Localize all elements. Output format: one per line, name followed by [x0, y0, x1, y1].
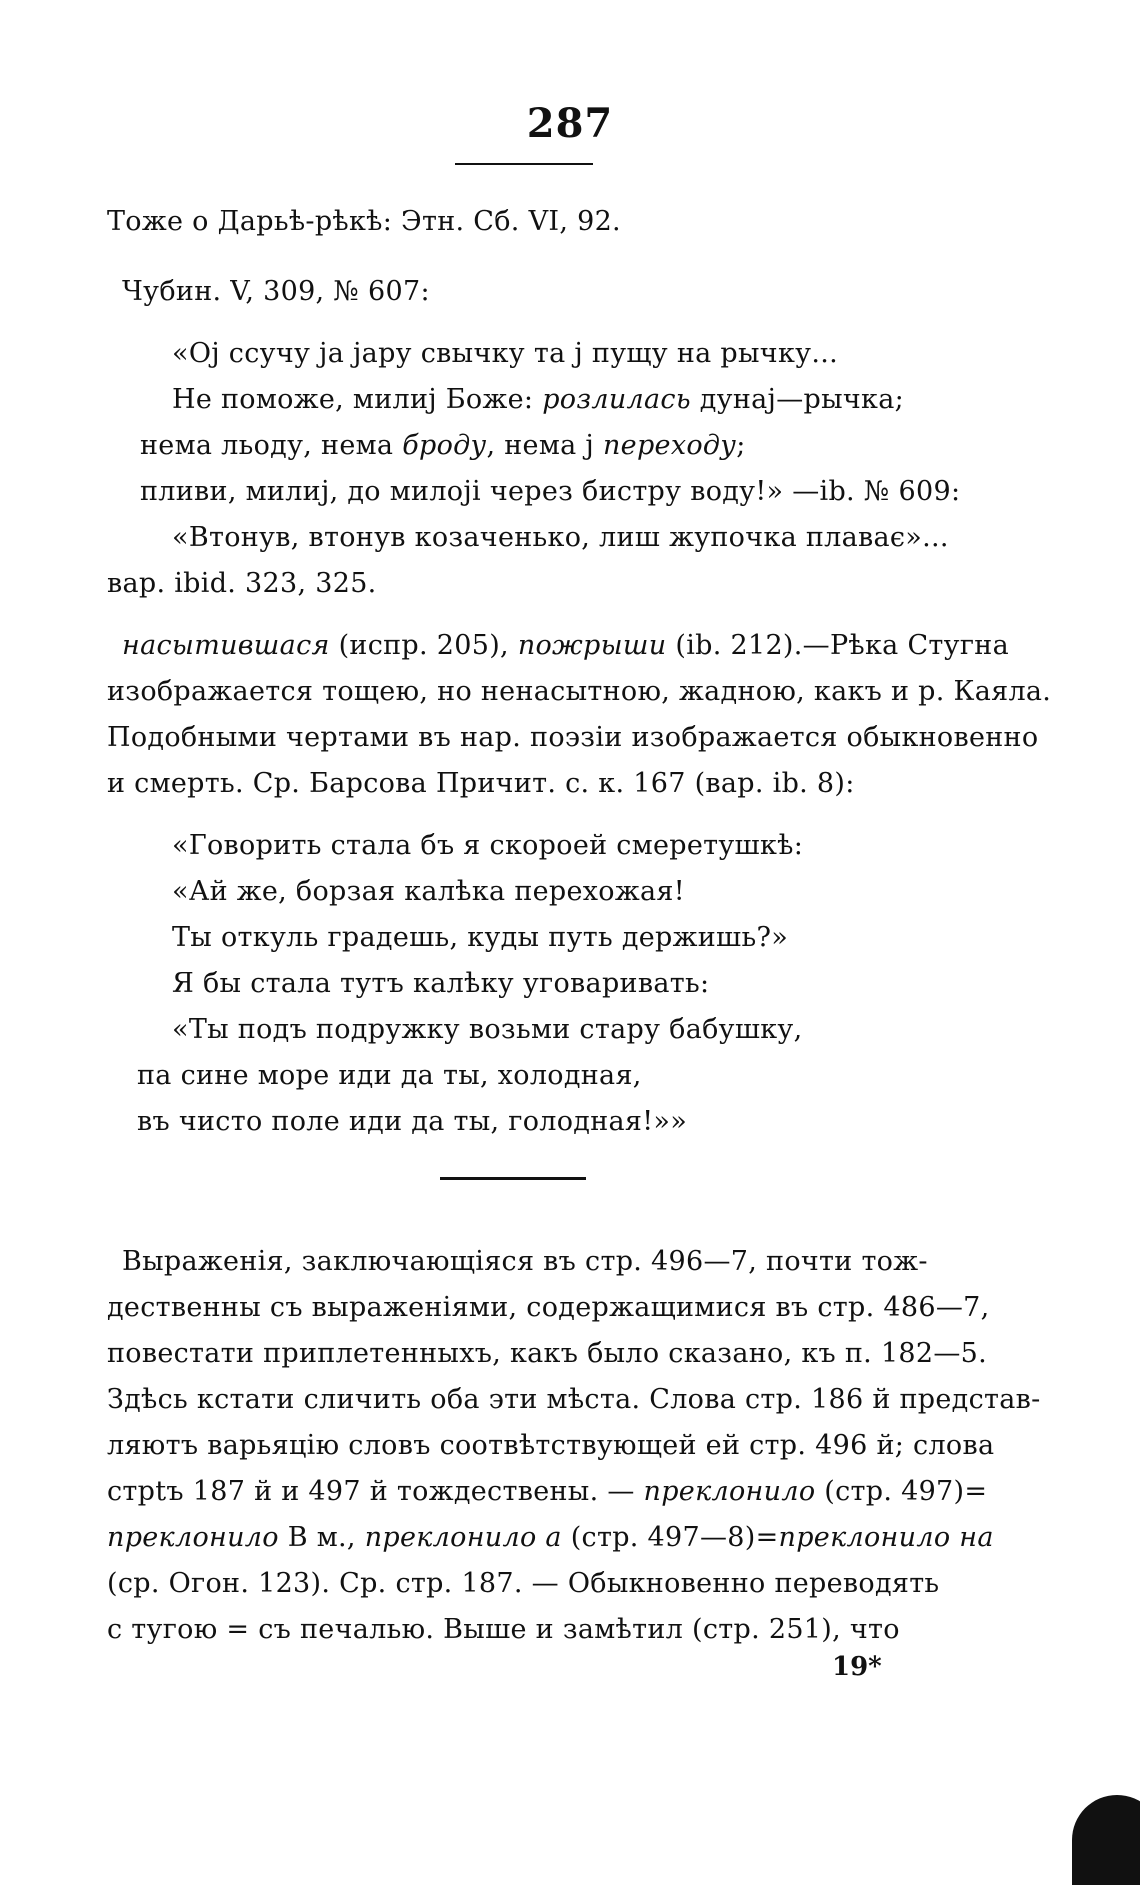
text-line	[140, 429, 746, 463]
text-line	[172, 829, 803, 863]
section-separator	[440, 1177, 586, 1180]
text-run: изображается тощею, но ненасытною, жадною, какъ и р. Каяла.	[107, 676, 1052, 707]
text-run: Тоже о Дарьѣ-рѣкѣ: Этн. Сб. VI, 92.	[107, 206, 621, 237]
italic-text: пожрыши	[517, 630, 667, 661]
text-line	[172, 967, 709, 1001]
italic-text: преклонило на	[778, 1522, 994, 1553]
text-run: Ты откуль градешь, куды путь держишь?»	[172, 922, 789, 953]
text-line	[172, 521, 949, 555]
italic-text: преклонило а	[364, 1522, 562, 1553]
text-line	[122, 1245, 928, 1279]
text-run: въ чисто поле иди да ты, голодная!»»	[137, 1106, 688, 1137]
text-run: ;	[736, 430, 746, 461]
text-line	[107, 1613, 900, 1647]
italic-text: преклонило	[107, 1522, 279, 1553]
text-line	[122, 629, 1009, 663]
text-line	[107, 675, 1051, 709]
italic-text: розлилась	[542, 384, 691, 415]
italic-text: броду	[402, 430, 487, 461]
text-line	[172, 383, 904, 417]
text-line	[107, 1567, 939, 1601]
italic-text: насытившася	[122, 630, 330, 661]
text-run: па сине море иди да ты, холодная,	[137, 1060, 642, 1091]
text-line	[107, 205, 621, 239]
ink-blot	[1072, 1795, 1140, 1885]
text-line	[122, 275, 430, 309]
text-run: «Ты подъ подружку возьми стару бабушку,	[172, 1014, 803, 1045]
text-run: повестати приплетенныхъ, какъ было сказано, къ п. 182—5.	[107, 1338, 988, 1369]
text-line	[107, 721, 1038, 755]
text-run: (ср. Огон. 123). Ср. стр. 187. — Обыкновенно переводять	[107, 1568, 940, 1599]
text-run: пливи, милиј, до милоjі через бистру воду!» —ib. № 609:	[140, 476, 961, 507]
text-line	[140, 475, 960, 509]
text-run: (ib. 212).—Рѣка Стугна	[666, 630, 1009, 661]
text-line	[107, 1429, 994, 1463]
text-run: Подобными чертами въ нар. поэзіи изображается обыкновенно	[107, 722, 1039, 753]
text-line	[137, 1105, 687, 1139]
text-run: «Втонув, втонув козаченько, лиш жупочка плаває»...	[172, 522, 949, 553]
page-number: 287	[526, 100, 614, 147]
text-run: Я бы стала тутъ калѣку уговаривать:	[172, 968, 710, 999]
text-line	[107, 1475, 987, 1509]
text-run: дунај—рычка;	[690, 384, 904, 415]
text-run: нема льоду, нема	[140, 430, 403, 461]
text-run: «Ој ссучу ја јару свычку та ј пущу на рычку...	[172, 338, 838, 369]
text-line	[172, 337, 838, 371]
signature-mark: 19*	[832, 1652, 882, 1682]
text-line	[107, 1521, 994, 1555]
text-run: дественны съ выраженіями, содержащимися въ стр. 486—7,	[107, 1292, 990, 1323]
text-run: Чубин. V, 309, № 607:	[122, 276, 430, 307]
text-line	[107, 767, 855, 801]
text-run: и смерть. Ср. Барсова Причит. с. к. 167 (вар. ib. 8):	[107, 768, 855, 799]
text-run: , нема ј	[486, 430, 603, 461]
italic-text: преклонило	[643, 1476, 816, 1507]
text-line	[107, 567, 377, 601]
text-run: «Говорить стала бъ я скороей смеретушкѣ:	[172, 830, 804, 861]
text-run: ляютъ варьяцію словъ соотвѣтствующей ей стр. 496 й; слова	[107, 1430, 995, 1461]
text-run: В м.,	[278, 1522, 365, 1553]
text-run: (стр. 497—8)=	[561, 1522, 779, 1553]
text-line	[172, 875, 685, 909]
italic-text: переходу	[602, 430, 737, 461]
text-run: (испр. 205),	[329, 630, 518, 661]
text-line	[107, 1291, 990, 1325]
text-run: (стр. 497)=	[815, 1476, 988, 1507]
text-line	[107, 1337, 987, 1371]
text-run: с тугою = съ печалью. Выше и замѣтил (стр. 251), что	[107, 1614, 900, 1645]
text-line	[137, 1059, 642, 1093]
text-line	[172, 1013, 802, 1047]
text-run: вар. ibid. 323, 325.	[107, 568, 377, 599]
text-run: Не поможе, милиј Боже:	[172, 384, 543, 415]
text-run: Здѣсь кстати сличить оба эти мѣста. Слова стр. 186 й представ-	[107, 1384, 1041, 1415]
text-line	[107, 1383, 1041, 1417]
text-run: стрtъ 187 й и 497 й тождествены. —	[107, 1476, 644, 1507]
text-run: Выраженія, заключающіяся въ стр. 496—7, почти тож-	[122, 1246, 928, 1277]
page-number-rule	[455, 163, 593, 165]
text-line	[172, 921, 788, 955]
text-run: «Ай же, борзая калѣка перехожая!	[172, 876, 685, 907]
